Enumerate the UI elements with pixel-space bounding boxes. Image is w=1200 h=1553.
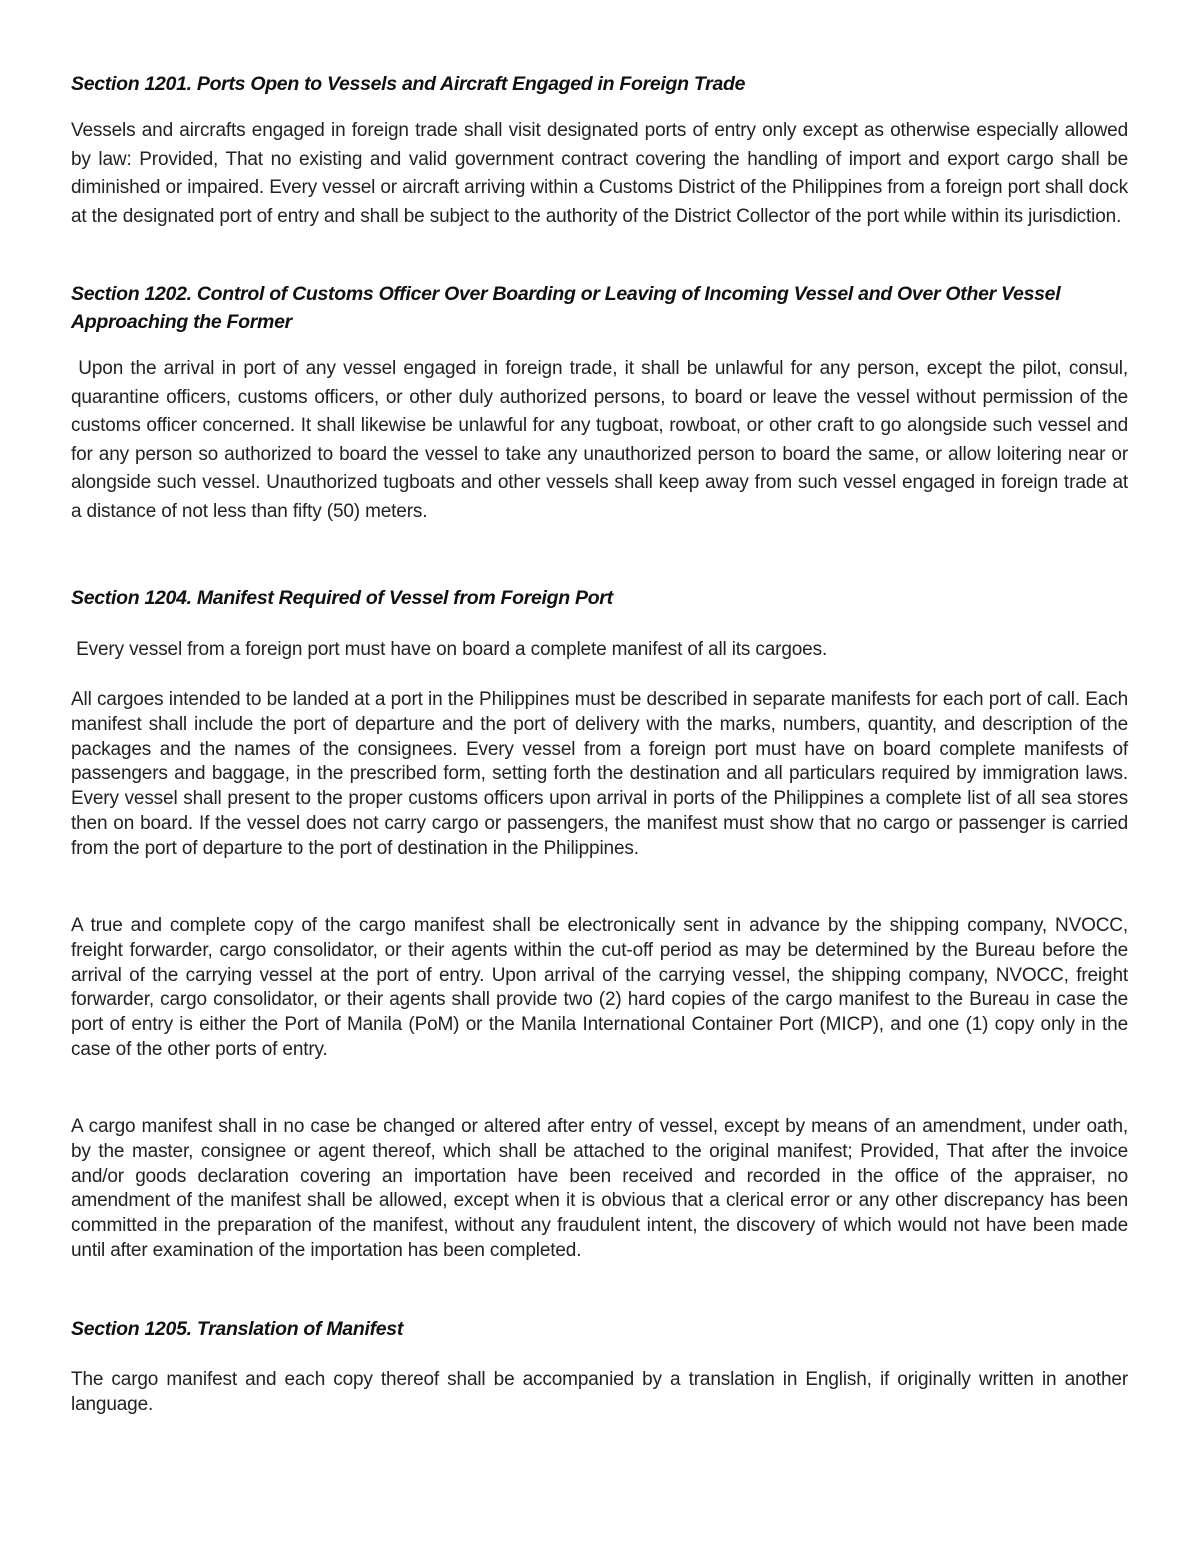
section-1204-heading: Section 1204. Manifest Required of Vessel from Foreign Port [71, 587, 613, 609]
section-1201-heading: Section 1201. Ports Open to Vessels and Aircraft Engaged in Foreign Trade [71, 73, 746, 95]
section-1204-paragraph-3: A true and complete copy of the cargo manifest shall be electronically sent in advance by the shipping company, NVOCC, freight forwarder, cargo consolidator, or their agents within the cut-off period as may be determined by the Bureau before the arrival of the carrying vessel at the port of entry. Upon arrival of the carrying vessel, the shipping company, NVOCC, freight forwarder, cargo consolidator, or their agents shall provide two (2) hard copies of the cargo manifest to the Bureau in case the port of entry is either the Port of Manila (PoM) or the Manila International Container Port (MICP), and one (1) copy only in the case of the other ports of entry. [71, 915, 1128, 1060]
section-1202-paragraph: Upon the arrival in port of any vessel engaged in foreign trade, it shall be unlawful for any person, except the pilot, consul, quarantine officers, customs officers, or other duly authorized persons, to board or leave the vessel without permission of the customs officer concerned. It shall likewise be unlawful for any tugboat, rowboat, or other craft to go alongside such vessel and for any person so authorized to board the vessel to take any unauthorized person to board the same, or allow loitering near or alongside such vessel. Unauthorized tugboats and other vessels shall keep away from such vessel engaged in foreign trade at a distance of not less than fifty (50) meters. [71, 358, 1134, 522]
section-1204-paragraph-2: All cargoes intended to be landed at a port in the Philippines must be described in separate manifests for each port of call. Each manifest shall include the port of departure and the port of delivery with the marks, numbers, quantity, and description of the packages and the names of the consignees. Every vessel from a foreign port must have on board complete manifests of passengers and baggage, in the prescribed form, setting forth the destination and all particulars required by immigration laws. Every vessel shall present to the proper customs officers upon arrival in ports of the Philippines a complete list of all sea stores then on board. If the vessel does not carry cargo or passengers, the manifest must show that no cargo or passenger is carried from the port of departure to the port of destination in the Philippines. [71, 689, 1128, 859]
section-1205-heading: Section 1205. Translation of Manifest [71, 1318, 404, 1340]
section-1202-heading: Section 1202. Control of Customs Officer Over Boarding or Leaving of Incoming Vessel and Over Other Vessel Approaching the Former [71, 283, 1061, 333]
section-1205-paragraph: The cargo manifest and each copy thereof shall be accompanied by a translation in English, if originally written in another language. [71, 1369, 1128, 1415]
section-1204-paragraph-1: Every vessel from a foreign port must have on board a complete manifest of all its cargoes. [71, 639, 828, 660]
section-1204-paragraph-4: A cargo manifest shall in no case be changed or altered after entry of vessel, except by means of an amendment, under oath, by the master, consignee or agent thereof, which shall be attached to the original manifest; Provided, That after the invoice and/or goods declaration covering an importation have been received and recorded in the office of the appraiser, no amendment of the manifest shall be allowed, except when it is obvious that a clerical error or any other discrepancy has been committed in the preparation of the manifest, without any fraudulent intent, the discovery of which would not have been made until after examination of the importation has been completed. [71, 1116, 1128, 1261]
section-1201-paragraph: Vessels and aircrafts engaged in foreign trade shall visit designated ports of entry only except as otherwise especially allowed by law: Provided, That no existing and valid government contract covering the handling of import and export cargo shall be diminished or impaired. Every vessel or aircraft arriving within a Customs District of the Philippines from a foreign port shall dock at the designated port of entry and shall be subject to the authority of the District Collector of the port while within its jurisdiction. [71, 120, 1128, 227]
